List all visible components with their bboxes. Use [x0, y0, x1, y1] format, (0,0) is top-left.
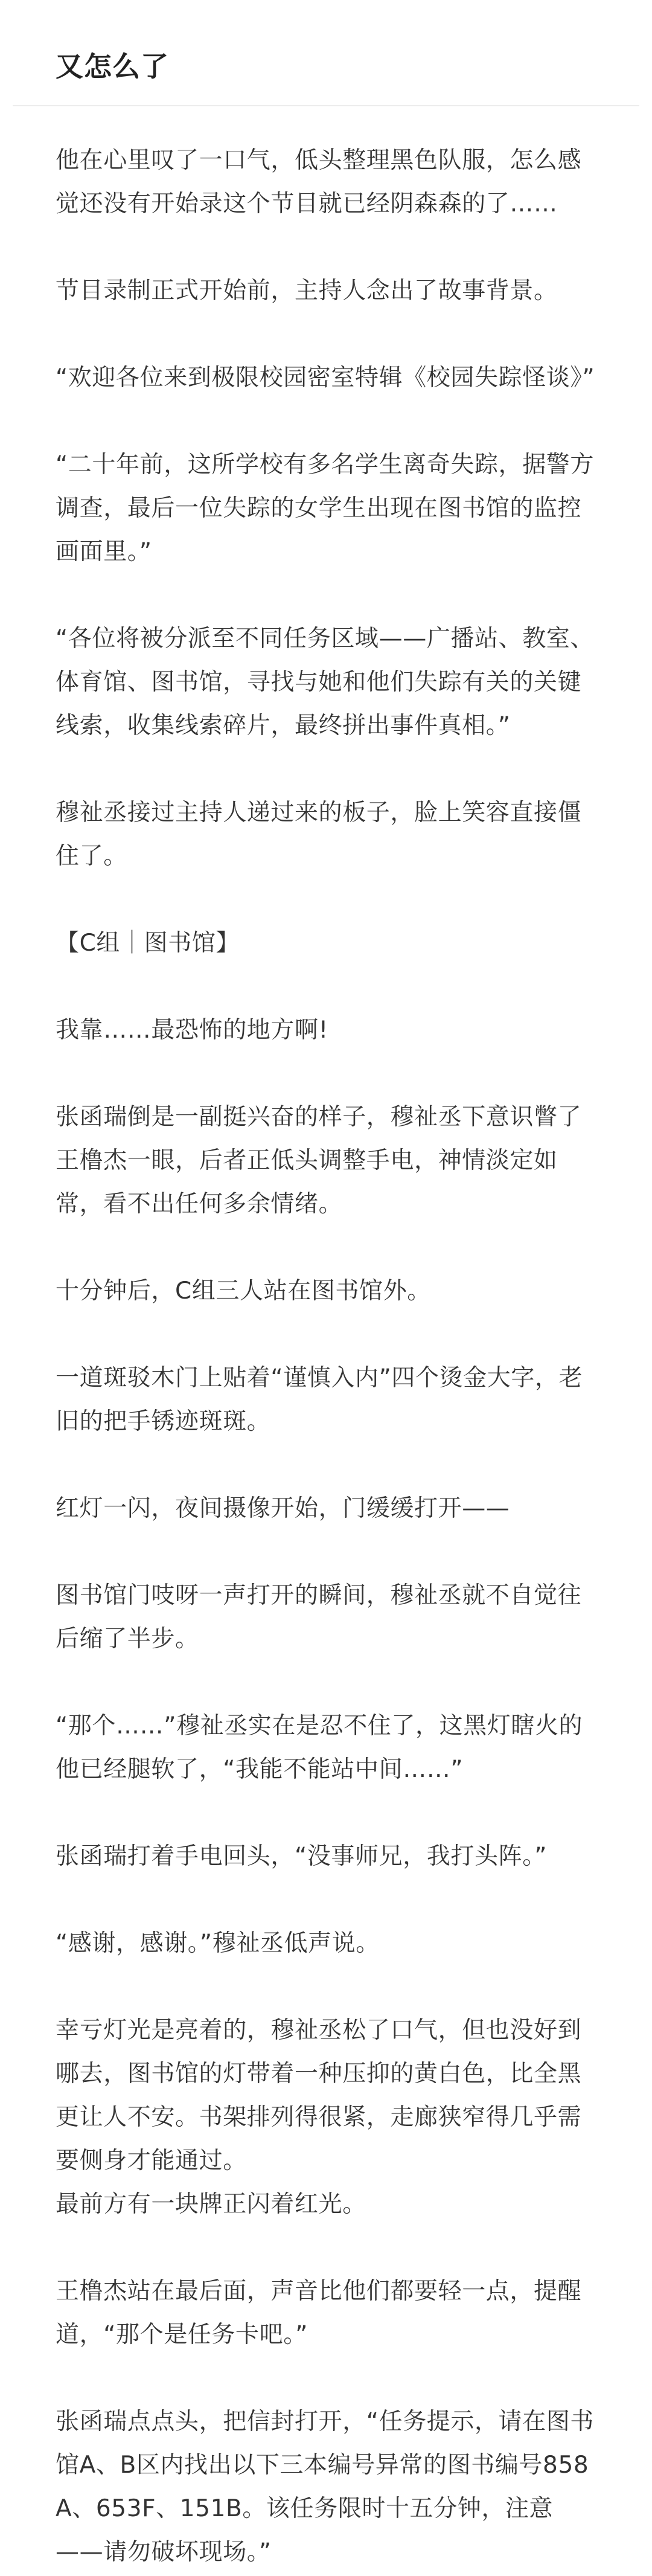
paragraph: 一道斑驳木门上贴着“谨慎入内”四个烫金大字，老旧的把手锈迹斑斑。 [56, 1364, 583, 1435]
paragraph: 十分钟后，C组三人站在图书馆外。 [56, 1277, 431, 1305]
header-divider [13, 105, 639, 106]
paragraph: 幸亏灯光是亮着的，穆祉丞松了口气，但也没好到哪去，图书馆的灯带着一种压抑的黄白色，比全黑更让人不安。书架排列得很紧，走廊狭窄得几乎需要侧身才能通过。 [56, 2017, 582, 2174]
paragraph: 我靠……最恐怖的地方啊! [56, 1017, 328, 1044]
paragraph: “各位将被分派至不同任务区域——广播站、教室、体育馆、图书馆，寻找与她和他们失踪有关的关键线索，收集线索碎片，最终拼出事件真相。” [56, 625, 595, 739]
paragraph: “欢迎各位来到极限校园密室特辑《校园失踪怪谈》” [56, 364, 595, 391]
paragraph: 穆祉丞接过主持人递过来的板子，脸上笑容直接僵住了。 [56, 799, 582, 870]
paragraph: 他在心里叹了一口气，低头整理黑色队服，怎么感觉还没有开始录这个节目就已经阴森森的了…… [56, 147, 582, 217]
paragraph: 王橹杰站在最后面，声音比他们都要轻一点，提醒道，“那个是任务卡吧。” [56, 2278, 582, 2348]
chapter-title: 又怎么了 [56, 50, 169, 83]
paragraph: 张函瑞倒是一副挺兴奋的样子，穆祉丞下意识瞥了王橹杰一眼，后者正低头调整手电，神情淡定如常，看不出任何多余情绪。 [56, 1103, 582, 1218]
paragraph: 张函瑞点点头，把信封打开，“任务提示，请在图书馆A、B区内找出以下三本编号异常的图书编号858A、653F、151B。该任务限时十五分钟，注意——请勿破坏现场。” [56, 2408, 595, 2566]
chapter-header [0, 0, 652, 106]
paragraph: 节目录制正式开始前，主持人念出了故事背景。 [56, 277, 558, 304]
section-heading: 【C组｜图书馆】 [56, 930, 240, 957]
paragraph: 红灯一闪，夜间摄像开始，门缓缓打开—— [56, 1495, 510, 1522]
paragraph: “感谢，感谢。”穆祉丞低声说。 [56, 1930, 380, 1957]
chapter-content [0, 106, 652, 2574]
paragraph: “那个……”穆祉丞实在是忍不住了，这黑灯瞎火的他已经腿软了，“我能不能站中间……” [56, 1712, 583, 1783]
paragraph: “二十年前，这所学校有多名学生离奇失踪，据警方调查，最后一位失踪的女学生出现在图书馆的监控画面里。” [56, 451, 595, 565]
paragraph: 图书馆门吱呀一声打开的瞬间，穆祉丞就不自觉往后缩了半步。 [56, 1582, 582, 1653]
paragraph: 最前方有一块牌正闪着红光。 [56, 2191, 366, 2218]
paragraph: 张函瑞打着手电回头，“没事师兄，我打头阵。” [56, 1843, 548, 1870]
